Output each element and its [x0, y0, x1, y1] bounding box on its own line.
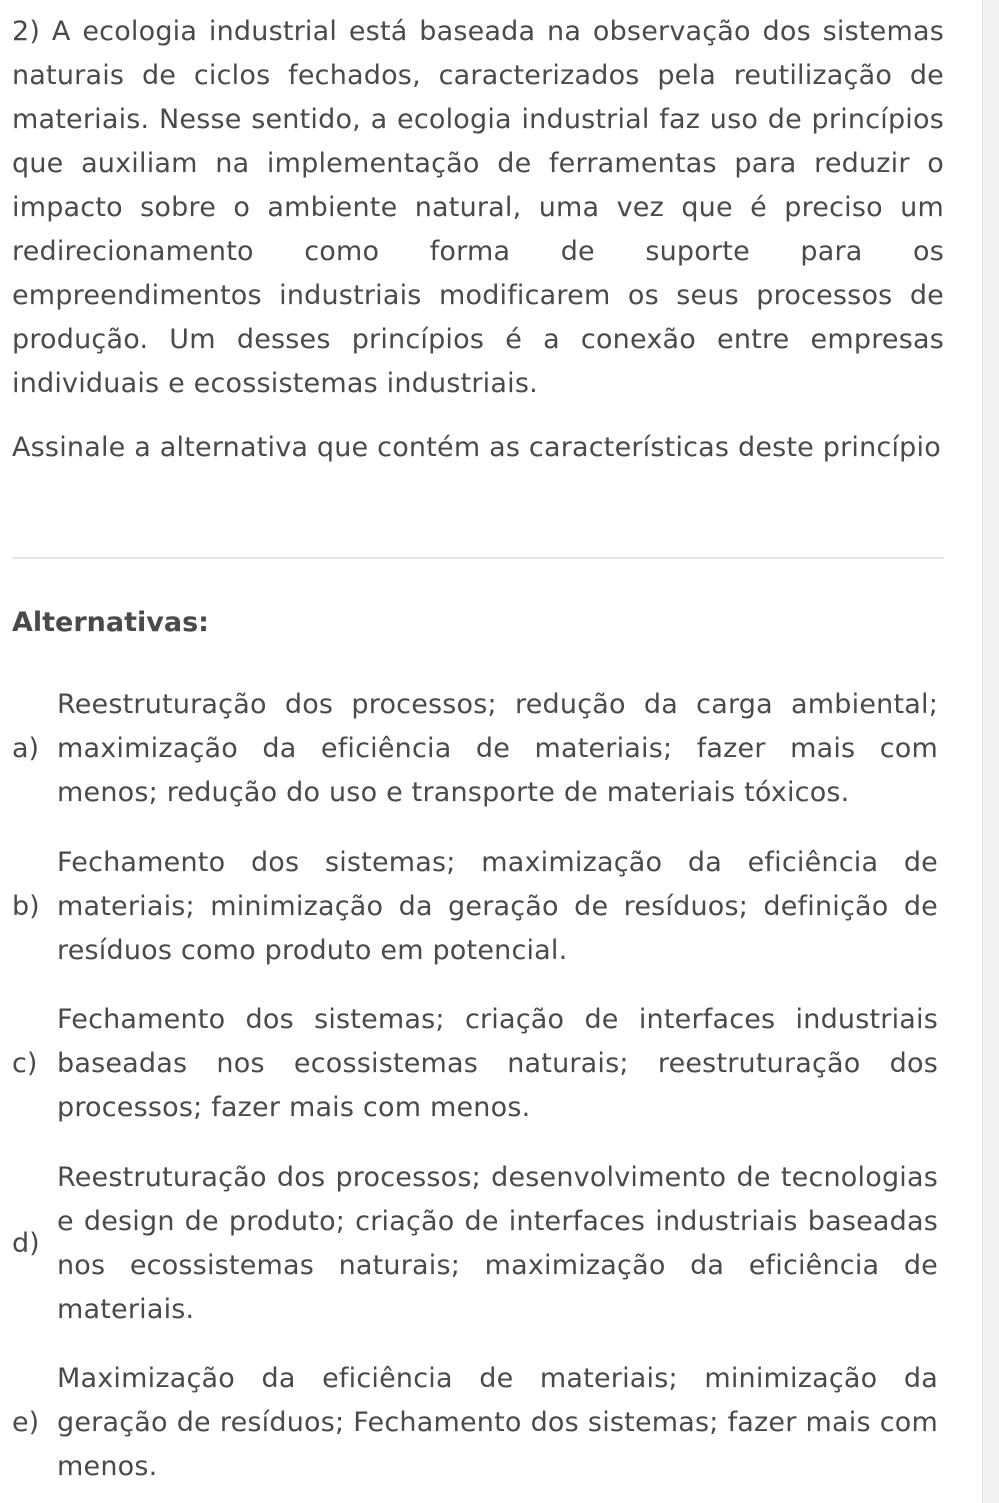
question-text: 2) A ecologia industrial está baseada na observação dos sistemas naturais de ciclos fechados, caracterizados pela reutilização de materiais. Nesse sentido, a ecologia industrial faz uso de princípios que auxiliam na implementação de ferramentas para reduzir o impacto sobre o ambiente natural, uma vez que é preciso um redirecionamento como forma de suporte para os empreendimentos industriais modificarem os seus processos de produção. Um desses princípios é a conexão entre empresas individuais e ecossistemas industriais.	[12, 16, 944, 399]
alternative-text: Reestruturação dos processos; redução da carga ambiental; maximização da eficiência de materiais; fazer mais com menos; redução do uso e transporte de materiais tóxicos.	[57, 689, 938, 808]
alternative-letter: a)	[12, 733, 40, 764]
alternative-letter: b)	[12, 891, 40, 922]
alternative-text: Fechamento dos sistemas; maximização da eficiência de materiais; minimização da geração de resíduos; definição de resíduos como produto em potencial.	[57, 847, 938, 966]
alternative-b[interactable]	[12, 841, 938, 973]
alternative-c[interactable]	[12, 998, 938, 1130]
alternative-e[interactable]	[12, 1357, 938, 1489]
alternative-letter: c)	[12, 1048, 38, 1079]
alternative-text: Fechamento dos sistemas; criação de interfaces industriais baseadas nos ecossistemas naturais; reestruturação dos processos; fazer mais com menos.	[57, 1004, 938, 1123]
alternative-d[interactable]	[12, 1156, 938, 1332]
question-instruction: Assinale a alternativa que contém as características deste princípio	[12, 432, 941, 463]
alternatives-heading: Alternativas:	[12, 607, 209, 638]
divider	[12, 557, 944, 559]
alternative-text: Maximização da eficiência de materiais; minimização da geração de resíduos; Fechamento dos sistemas; fazer mais com menos.	[57, 1363, 938, 1482]
alternative-letter: d)	[12, 1228, 40, 1259]
scrollbar[interactable]	[982, 0, 999, 1503]
question-block	[12, 10, 944, 470]
alternative-text: Reestruturação dos processos; desenvolvimento de tecnologias e design de produto; criação de interfaces industriais baseadas nos ecossistemas naturais; maximização da eficiência de materiais.	[57, 1162, 938, 1325]
alternative-letter: e)	[12, 1407, 40, 1438]
alternative-a[interactable]	[12, 683, 938, 815]
